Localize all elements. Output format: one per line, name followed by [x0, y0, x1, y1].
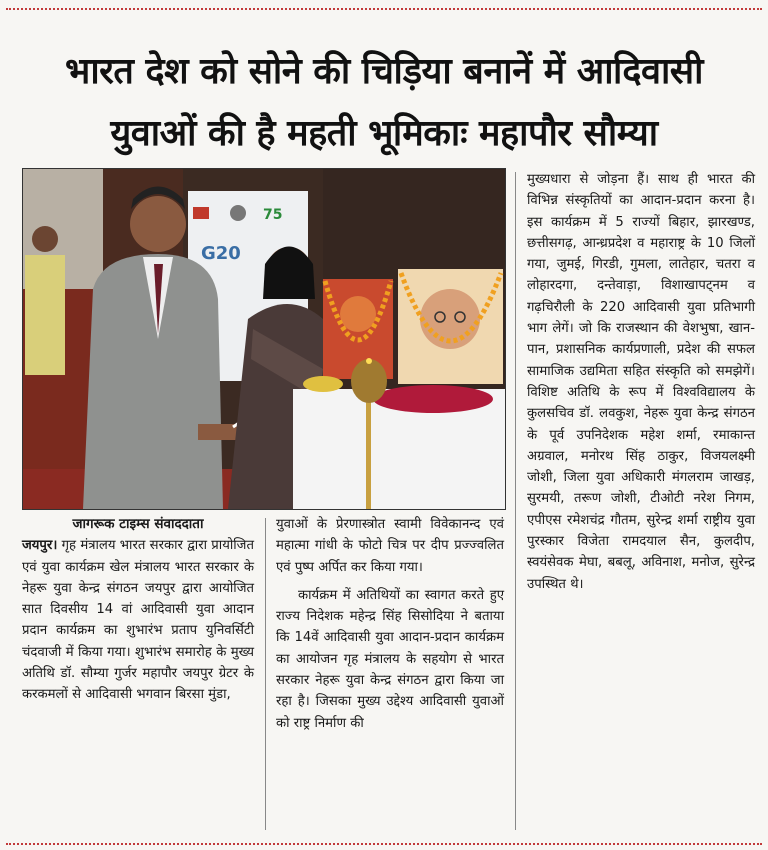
news-photo [22, 168, 506, 510]
byline: जागरूक टाइम्स संवाददाता [72, 516, 204, 532]
lamp-lighting-scene [23, 169, 505, 509]
column-divider [515, 172, 516, 830]
banner-logo-text: G20 [201, 243, 241, 264]
column-1-text: गृह मंत्रालय भारत सरकार द्वारा प्रायोजित एवं युवा कार्यक्रम खेल मंत्रालय भारत सरकार के नेहरू युवा केन्द्र संगठन जयपुर द्वारा आयोजित सात दिवसीय 14 वां आदिवासी युवा आदान प्रदान कार्यक्रम का शुभारंभ प्रताप युनिवर्सिटी चंदवाजी में किया गया। शुभारंभ समारोह के मुख्य अतिथि डॉ. सौम्या गुर्जर महापौर जयपुर ग्रेटर के करकमलों से आदिवासी भगवान बिरसा मुंडा, [22, 538, 254, 703]
headline-line-2: युवाओं की है महती भूमिकाः महापौर सौम्या [110, 113, 658, 155]
headline-line-1: भारत देश को सोने की चिड़िया बनानें में आदिवासी [65, 51, 703, 93]
dateline: जयपुर। [22, 538, 58, 554]
article-column-2 [276, 514, 504, 734]
bottom-dotted-rule [6, 843, 762, 845]
column-divider [265, 518, 266, 830]
column-2-paragraph-1: युवाओं के प्रेरणास्त्रोत स्वामी विवेकानन्द एवं महात्मा गांधी के फोटो चित्र पर दीप प्रज्ज्वलित एवं पुष्प अर्पित कर किया गया। [276, 517, 504, 575]
top-dotted-rule [6, 8, 762, 10]
column-3-text: मुख्यधारा से जोड़ना हैं। साथ ही भारत की विभिन्न संस्कृतियों का आदान-प्रदान करना है। इस कार्यक्रम में 5 राज्यों बिहार, झारखण्ड, छत्तीसगढ़, आन्ध्रप्रदेश व महाराष्ट्र के 10 जिलों गया, जुमई, गिरडी, गुमला, लातेहार, चतरा व लोहारदगा, दन्तेवाड़ा, विशाखापट्नम व गढ़चिरौली के 220 आदिवासी युवा प्रतिभागी भाग लेगें। जो कि राजस्थान की वेशभुषा, खान-पान, प्रशासनिक कार्यप्रणाली, प्रदेश की सफल सामाजिक उद्यमिता सहित संस्कृति को समझेगें। विशिष्ट अतिथि के रूप में विश्वविद्यालय के कुलसचिव डॉ. लवकुश, नेहरू युवा केन्द्र संगठन के पूर्व उपनिदेशक महेश शर्मा, रमाकान्त अग्रवाल, मनोरथ सिंह ठाकुर, विजयलक्ष्मी जोशी, जिला युवा अधिकारी मंगलराम जाखड़, सुरमयी, तरूण जोशी, टीओटी नरेश निगम, एपीएस रमेशचंद्र गौतम, सुरेन्द्र शर्मा राष्ट्रीय युवा पुरस्कार विजेता रामदयाल सैन, कुलदीप, स्वयंसेवक मेघा, बबलू, अविनाश, मनोज, सुरेन्द्र उपस्थित थे। [527, 172, 755, 592]
banner-year: 75 [263, 207, 283, 223]
article-column-1 [22, 514, 254, 706]
article-column-3 [527, 169, 755, 595]
headline [10, 41, 758, 165]
column-2-paragraph-2: कार्यक्रम में अतिथियों का स्वागत करते हुए राज्य निदेशक महेन्द्र सिंह सिसोदिया ने बताया कि 14वें आदिवासी युवा आदान-प्रदान कार्यक्रम का आयोजन गृह मंत्रालय के सहयोग से भारत सरकार नेहरू युवा केन्द्र संगठन द्वारा किया जा रहा है। जिसका मुख्य उद्देश्य आदिवासी युवाओं को राष्ट्र निर्माण की [276, 587, 504, 731]
